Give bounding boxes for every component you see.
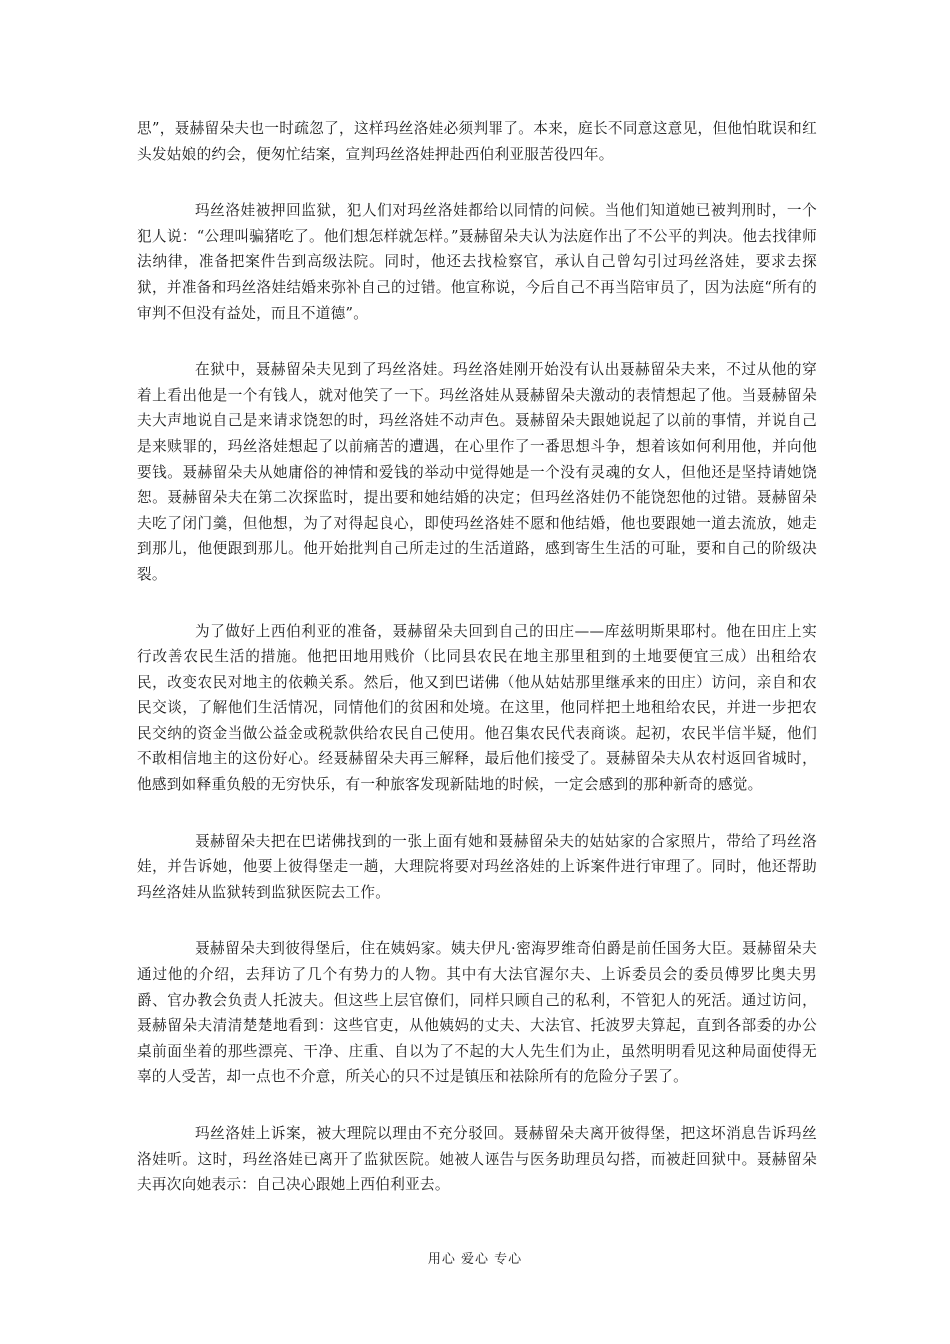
- paragraph: 玛丝洛娃上诉案，被大理院以理由不充分驳回。聂赫留朵夫离开彼得堡，把这坏消息告诉玛丝洛娃听。这时，玛丝洛娃已离开了监狱医院。她被人诬告与医务助理员勾搭，而被赶回狱中。聂赫留朵夫再次向她表示：自己决心跟她上西伯利亚去。: [137, 1125, 817, 1194]
- paragraph: 在狱中，聂赫留朵夫见到了玛丝洛娃。玛丝洛娃刚开始没有认出聂赫留朵夫来，不过从他的穿着上看出他是一个有钱人，就对他笑了一下。玛丝洛娃从聂赫留朵夫激动的表情想起了他。当聂赫留朵夫大声地说自己是来请求饶恕的时，玛丝洛娃不动声色。聂赫留朵夫跟她说起了以前的事情，并说自己是来赎罪的，玛丝洛娃想起了以前痛苦的遭遇，在心里作了一番思想斗争，想着该如何利用他，并向他要钱。聂赫留朵夫从她庸俗的神情和爱钱的举动中觉得她是一个没有灵魂的女人，但他还是坚持请她饶恕。聂赫留朵夫在第二次探监时，提出要和她结婚的决定；但玛丝洛娃仍不能饶恕他的过错。聂赫留朵夫吃了闭门羹，但他想，为了对得起良心，即使玛丝洛娃不愿和他结婚，他也要跟她一道去流放，她走到那儿，他便跟到那儿。他开始批判自己所走过的生活道路，感到寄生生活的可耻，要和自己的阶级决裂。: [137, 361, 817, 583]
- paragraph: 思”，聂赫留朵夫也一时疏忽了，这样玛丝洛娃必须判罪了。本来，庭长不同意这意见，但他怕耽误和红头发姑娘的约会，便匆忙结案，宣判玛丝洛娃押赴西伯利亚服苦役四年。: [137, 120, 817, 163]
- document-body: [137, 116, 817, 1229]
- paragraph: 聂赫留朵夫把在巴诺佛找到的一张上面有她和聂赫留朵夫的姑姑家的合家照片，带给了玛丝洛娃，并告诉她，他要上彼得堡走一趟，大理院将要对玛丝洛娃的上诉案件进行审理了。同时，他还帮助玛丝洛娃从监狱转到监狱医院去工作。: [137, 832, 817, 901]
- paragraph: 玛丝洛娃被押回监狱，犯人们对玛丝洛娃都给以同情的问候。当他们知道她已被判刑时，一个犯人说：“公理叫骗猪吃了。他们想怎样就怎样。”聂赫留朵夫认为法庭作出了不公平的判决。他去找律师法纳律，准备把案件告到高级法院。同时，他还去找检察官，承认自己曾勾引过玛丝洛娃，要求去探狱，并准备和玛丝洛娃结婚来弥补自己的过错。他宣称说，今后自己不再当陪审员了，因为法庭“所有的审判不但没有益处，而且不道德”。: [137, 202, 817, 322]
- paragraph: 聂赫留朵夫到彼得堡后，住在姨妈家。姨夫伊凡·密海罗维奇伯爵是前任国务大臣。聂赫留朵夫通过他的介绍，去拜访了几个有势力的人物。其中有大法官渥尔夫、上诉委员会的委员傅罗比奥夫男爵、官办教会负责人托波夫。但这些上层官僚们，同样只顾自己的私利，不管犯人的死活。通过访问，聂赫留朵夫清清楚楚地看到：这些官吏，从他姨妈的丈夫、大法官、托波罗夫算起，直到各部委的办公桌前面坐着的那些漂亮、干净、庄重、自以为了不起的大人先生们为止，虽然明明看见这种局面使得无辜的人受苦，却一点也不介意，所关心的只不过是镇压和祛除所有的危险分子罢了。: [137, 940, 817, 1086]
- paragraph: 为了做好上西伯利亚的准备，聂赫留朵夫回到自己的田庄——库兹明斯果耶村。他在田庄上实行改善农民生活的措施。他把田地用贱价（比同县农民在地主那里租到的土地要便宜三成）出租给农民，改变农民对地主的依赖关系。然后，他又到巴诺佛（他从姑姑那里继承来的田庄）访问，亲自和农民交谈，了解他们生活情况，同情他们的贫困和处境。在这里，他同样把土地租给农民，并进一步把农民交纳的资金当做公益金或税款供给农民自己使用。他召集农民代表商谈。起初，农民半信半疑，他们不敢相信地主的这份好心。经聂赫留朵夫再三解释，最后他们接受了。聂赫留朵夫从农村返回省城时，他感到如释重负般的无穷快乐，有一种旅客发现新陆地的时候，一定会感到的那种新奇的感觉。: [137, 622, 817, 794]
- page-footer: 用心 爱心 专心: [427, 1252, 523, 1267]
